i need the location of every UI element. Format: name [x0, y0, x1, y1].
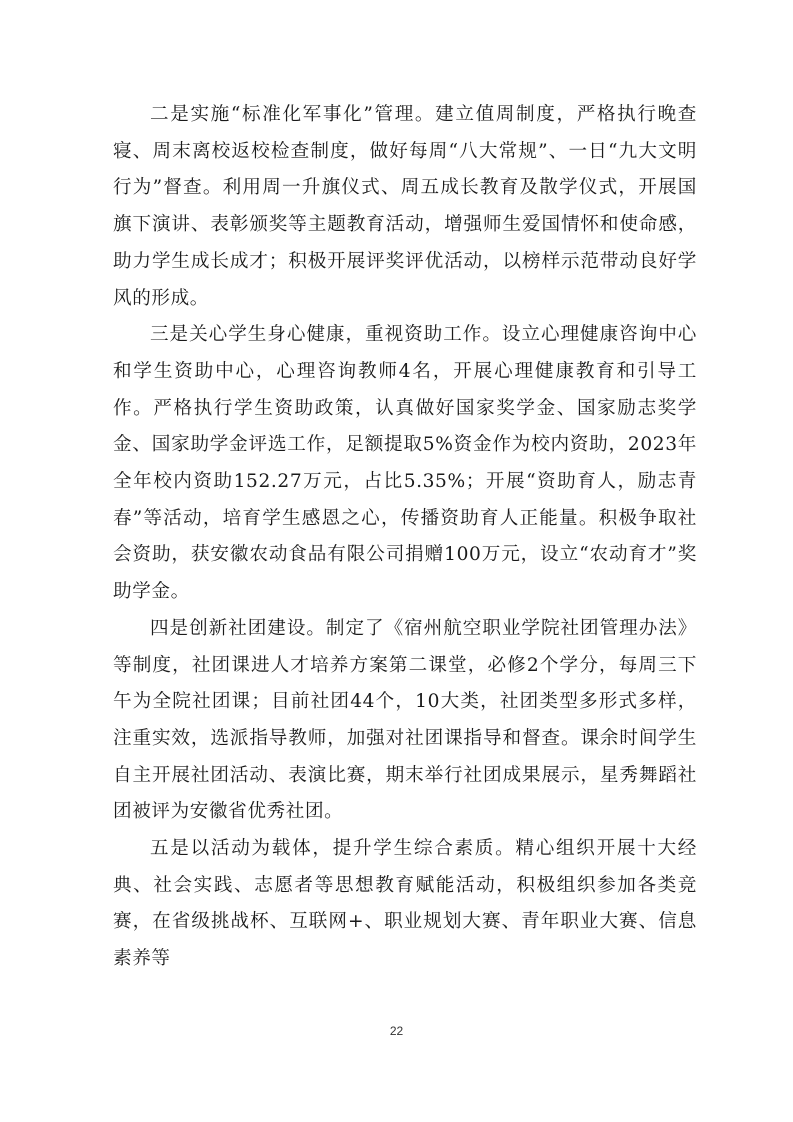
- page-number: 22: [389, 1024, 404, 1038]
- page-body: [113, 97, 697, 978]
- paragraph-student-health-aid: 三是关心学生身心健康，重视资助工作。设立心理健康咨询中心和学生资助中心，心理咨询教师4名，开展心理健康教育和引导工作。严格执行学生资助政策，认真做好国家奖学金、国家励志奖学金、国家助学金评选工作，足额提取5%资金作为校内资助，2023年全年校内资助152.27万元，占比5.35%；开展“资助育人，励志青春”等活动，培育学生感恩之心，传播资助育人正能量。积极争取社会资助，获安徽农动食品有限公司捐赠100万元，设立“农动育才”奖助学金。: [113, 324, 697, 603]
- paragraph-activities: 五是以活动为载体，提升学生综合素质。精心组织开展十大经典、社会实践、志愿者等思想教育赋能活动，积极组织参加各类竞赛，在省级挑战杯、互联网+、职业规划大赛、青年职业大赛、信息素养等: [113, 838, 697, 970]
- paragraph-club-construction: 四是创新社团建设。制定了《宿州航空职业学院社团管理办法》等制度，社团课进人才培养方案第二课堂，必修2个学分，每周三下午为全院社团课；目前社团44个，10大类，社团类型多形式多样，注重实效，选派指导教师，加强对社团课指导和督查。课余时间学生自主开展社团活动、表演比赛，期末举行社团成果展示，星秀舞蹈社团被评为安徽省优秀社团。: [113, 617, 697, 823]
- paragraph-management: 二是实施“标准化军事化”管理。建立值周制度，严格执行晚查寝、周末离校返校检查制度，做好每周“八大常规”、一日“九大文明行为”督查。利用周一升旗仪式、周五成长教育及散学仪式，开展国旗下演讲、表彰颁奖等主题教育活动，增强师生爱国情怀和使命感，助力学生成长成才；积极开展评奖评优活动，以榜样示范带动良好学风的形成。: [113, 104, 697, 309]
